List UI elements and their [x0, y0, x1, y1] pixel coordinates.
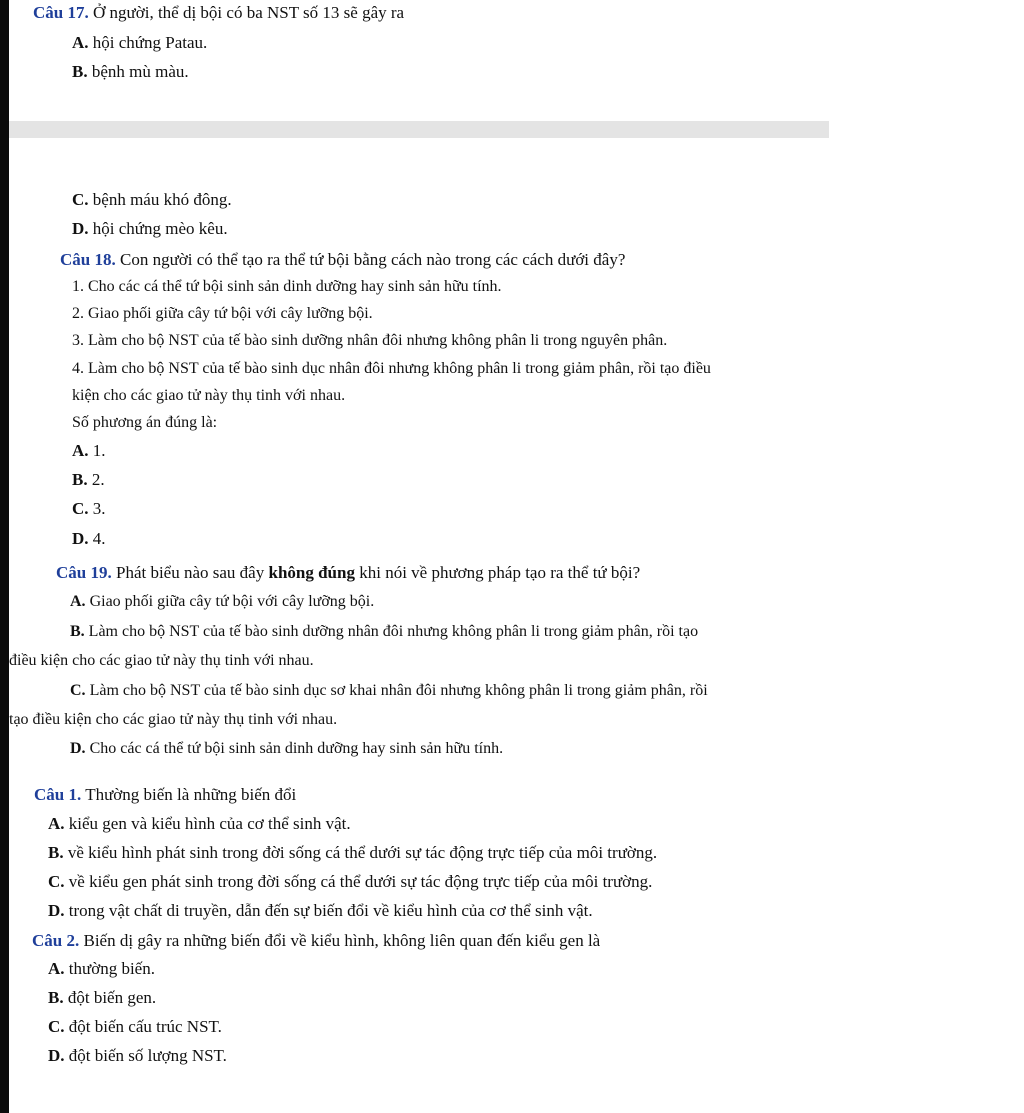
option-17a [72, 33, 207, 53]
statement-4: 4. Làm cho bộ NST của tế bào sinh dục nhân đôi nhưng không phân li trong giảm phân, rồi tạo điều [72, 360, 711, 377]
option-letter: A. [48, 814, 65, 833]
option-text: hội chứng Patau. [92, 33, 208, 52]
option-text: bệnh mù màu. [91, 62, 189, 81]
question-label: Câu 17. [33, 3, 89, 22]
question-19-stem [56, 563, 640, 583]
option-text: thường biến. [68, 959, 155, 978]
option-17d [72, 219, 228, 239]
statement-1: 1. Cho các cá thể tứ bội sinh sản dinh dưỡng hay sinh sản hữu tính. [72, 278, 502, 295]
option-letter: C. [48, 872, 65, 891]
option-letter: B. [48, 988, 64, 1007]
option-17c [72, 190, 232, 210]
option-letter: C. [72, 499, 89, 518]
option-text: kiểu gen và kiểu hình của cơ thể sinh vật. [68, 814, 351, 833]
option-letter: C. [70, 682, 86, 699]
option-letter: C. [48, 1017, 65, 1036]
option-letter: A. [48, 959, 65, 978]
option-text: trong vật chất di truyền, dẫn đến sự biến đổi về kiểu hình của cơ thể sinh vật. [68, 901, 593, 920]
option-text: 4. [92, 529, 106, 548]
option-17b [72, 62, 189, 82]
question-label: Câu 2. [32, 931, 80, 950]
option-text: Làm cho bộ NST của tế bào sinh dưỡng nhân đôi nhưng không phân li trong giảm phân, rồi tạo [88, 623, 699, 640]
question-2-stem [32, 931, 600, 951]
option-letter: A. [72, 33, 89, 52]
option-text: hội chứng mèo kêu. [92, 219, 228, 238]
option-letter: B. [70, 623, 85, 640]
option-letter: D. [48, 901, 65, 920]
option-text: Cho các cá thể tứ bội sinh sản dinh dưỡng hay sinh sản hữu tính. [89, 740, 504, 757]
option-letter: D. [72, 219, 89, 238]
option-text: về kiểu hình phát sinh trong đời sống cá thể dưới sự tác động trực tiếp của môi trường. [67, 843, 658, 862]
question-label: Câu 1. [34, 785, 82, 804]
option-2c [48, 1017, 222, 1037]
statement-2: 2. Giao phối giữa cây tứ bội với cây lưỡng bội. [72, 305, 373, 322]
option-19b [70, 622, 698, 642]
option-text: đột biến gen. [67, 988, 157, 1007]
option-letter: A. [72, 441, 89, 460]
option-2d [48, 1046, 227, 1066]
question-text: Biến dị gây ra những biến đổi về kiểu hình, không liên quan đến kiểu gen là [83, 931, 601, 950]
option-1a [48, 814, 351, 834]
question-18-prompt: Số phương án đúng là: [72, 414, 218, 431]
option-2b [48, 988, 156, 1008]
question-17-stem [33, 3, 404, 23]
option-letter: C. [72, 190, 89, 209]
question-label: Câu 19. [56, 563, 112, 582]
option-18a [72, 441, 106, 461]
option-19d [70, 739, 503, 759]
question-text: Con người có thể tạo ra thể tứ bội bằng cách nào trong các cách dưới đây? [119, 250, 626, 269]
option-letter: A. [70, 593, 86, 610]
option-text: 2. [91, 470, 105, 489]
option-18c [72, 499, 106, 519]
question-text: khi nói về phương pháp tạo ra thể tứ bội? [359, 563, 641, 582]
option-text: đột biến cấu trúc NST. [68, 1017, 222, 1036]
option-19c [70, 681, 708, 701]
option-19c-continued: tạo điều kiện cho các giao tử này thụ tinh với nhau. [9, 711, 338, 728]
option-19b-continued: điều kiện cho các giao tử này thụ tinh với nhau. [9, 652, 314, 669]
left-edge-bar [0, 0, 9, 1113]
question-18-stem [60, 250, 625, 270]
option-text: đột biến số lượng NST. [68, 1046, 227, 1065]
option-text: Giao phối giữa cây tứ bội với cây lưỡng bội. [89, 593, 375, 610]
option-text: về kiểu gen phát sinh trong đời sống cá thể dưới sự tác động trực tiếp của môi trường. [68, 872, 653, 891]
question-text: Phát biểu nào sau đây [115, 563, 265, 582]
question-label: Câu 18. [60, 250, 116, 269]
option-text: bệnh máu khó đông. [92, 190, 232, 209]
question-text: Thường biến là những biến đổi [85, 785, 297, 804]
option-letter: D. [70, 740, 86, 757]
option-18b [72, 470, 105, 490]
statement-4-continued: kiện cho các giao tử này thụ tinh với nhau. [72, 387, 346, 404]
question-keyword: không đúng [268, 563, 355, 582]
option-text: Làm cho bộ NST của tế bào sinh dục sơ khai nhân đôi nhưng không phân li trong giảm phân, rồi [89, 682, 708, 699]
option-2a [48, 959, 155, 979]
option-letter: B. [48, 843, 64, 862]
question-text: Ở người, thể dị bội có ba NST số 13 sẽ gây ra [92, 3, 405, 22]
option-1c [48, 872, 652, 892]
option-letter: B. [72, 470, 88, 489]
option-text: 3. [92, 499, 106, 518]
option-1b [48, 843, 657, 863]
option-1d [48, 901, 593, 921]
option-letter: D. [48, 1046, 65, 1065]
option-18d [72, 529, 106, 549]
page-break-divider [9, 121, 829, 138]
option-19a [70, 592, 374, 612]
statement-3: 3. Làm cho bộ NST của tế bào sinh dưỡng nhân đôi nhưng không phân li trong nguyên phân. [72, 332, 668, 349]
option-text: 1. [92, 441, 106, 460]
option-letter: D. [72, 529, 89, 548]
option-letter: B. [72, 62, 88, 81]
question-1-stem [34, 785, 296, 805]
